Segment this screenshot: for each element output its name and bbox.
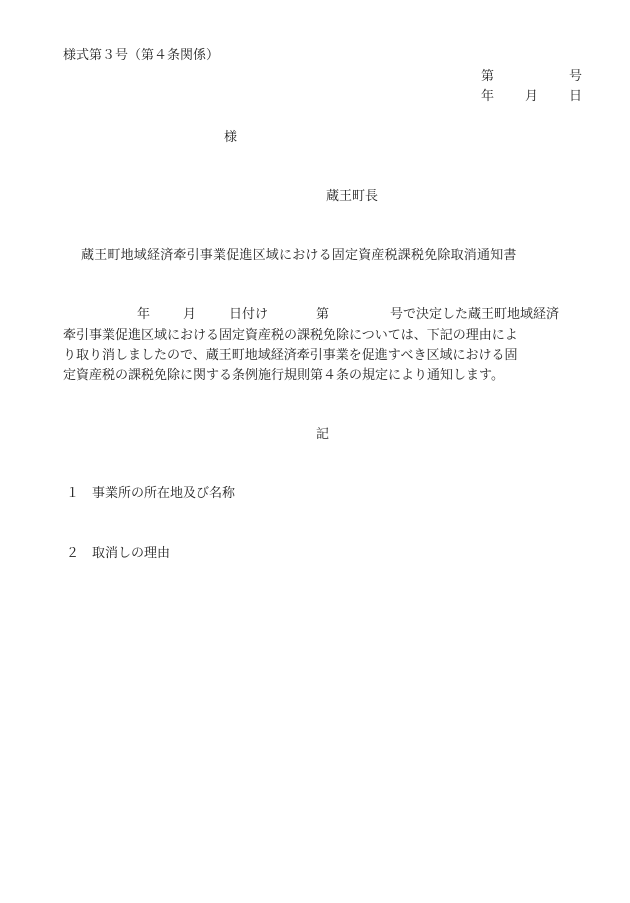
body-line-1-rest: 号で決定した蔵王町地域経済 bbox=[390, 307, 560, 322]
ki-heading: 記 bbox=[316, 427, 330, 442]
list-item bbox=[66, 547, 170, 560]
body-dai: 第 bbox=[316, 307, 330, 322]
body-line-2: 牽引事業促進区域における固定資産税の課税免除については、下記の理由によ bbox=[63, 328, 518, 343]
body-day: 日付け bbox=[229, 307, 269, 322]
item-number: １ bbox=[66, 486, 80, 501]
form-number: 様式第３号（第４条関係） bbox=[63, 48, 220, 63]
body-month: 月 bbox=[183, 307, 197, 322]
issuer-title: 蔵王町長 bbox=[326, 189, 379, 204]
item-number: ２ bbox=[66, 546, 80, 561]
doc-number-suffix: 号 bbox=[569, 69, 583, 84]
list-item bbox=[66, 487, 235, 500]
item-label: 取消しの理由 bbox=[92, 546, 171, 561]
doc-date-day: 日 bbox=[569, 89, 583, 104]
item-label: 事業所の所在地及び名称 bbox=[92, 486, 236, 501]
doc-date-year: 年 bbox=[481, 89, 495, 104]
addressee-honorific: 様 bbox=[224, 130, 238, 145]
body-year: 年 bbox=[137, 307, 151, 322]
doc-number-prefix: 第 bbox=[481, 69, 495, 84]
body-line-4: 定資産税の課税免除に関する条例施行規則第４条の規定により通知します。 bbox=[63, 368, 504, 383]
body-line-3: り取り消しましたので、蔵王町地域経済牽引事業を促進すべき区域における固 bbox=[63, 348, 518, 363]
doc-date-month: 月 bbox=[525, 89, 539, 104]
document-title: 蔵王町地域経済牽引事業促進区域における固定資産税課税免除取消通知書 bbox=[81, 248, 517, 263]
